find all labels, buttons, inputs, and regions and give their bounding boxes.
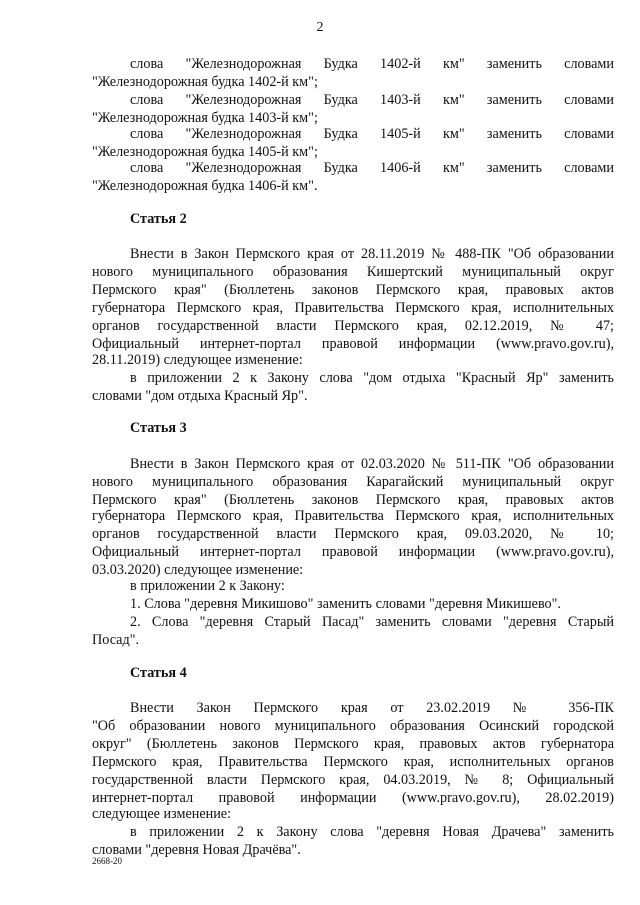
text-line: 28.11.2019) следующее изменение: — [92, 352, 303, 368]
text-line: "Железнодорожная будка 1405-й км"; — [92, 144, 318, 160]
article-heading: Статья 3 — [130, 420, 187, 436]
text-line: Внести Закон Пермского края от 23.02.2019 № 356-ПК — [130, 700, 614, 716]
text-line: нового муниципального образования Кишертский муниципальный округ — [92, 264, 614, 280]
text-line: Внести в Закон Пермского края от 28.11.2019 № 488-ПК "Об образовании — [130, 246, 614, 262]
text-line: следующее изменение: — [92, 806, 232, 822]
text-line: 2. Слова "деревня Старый Пасад" заменить словами "деревня Старый — [130, 614, 614, 630]
text-line: в приложении 2 к Закону слова "деревня Новая Драчева" заменить — [130, 824, 614, 840]
text-line: "Железнодорожная будка 1402-й км"; — [92, 74, 318, 90]
text-line: интернет-портал правовой информации (www.pravo.gov.ru), 28.02.2019) — [92, 790, 614, 806]
text-line: "Железнодорожная будка 1406-й км". — [92, 178, 318, 194]
article-heading: Статья 2 — [130, 211, 187, 227]
text-line: 1. Слова "деревня Микишово" заменить словами "деревня Микишево". — [130, 596, 561, 612]
text-line: округ" (Бюллетень законов Пермского края, правовых актов губернатора — [92, 736, 614, 752]
text-line: Внести в Закон Пермского края от 02.03.2020 № 511-ПК "Об образовании — [130, 456, 614, 472]
text-line: "Об образовании нового муниципального образования Осинский городской — [92, 718, 614, 734]
text-line: Официальный интернет-портал правовой информации (www.pravo.gov.ru), — [92, 336, 614, 352]
text-line: словами "деревня Новая Драчёва". — [92, 842, 301, 858]
page-number: 2 — [316, 20, 324, 35]
text-line: нового муниципального образования Карагайский муниципальный округ — [92, 474, 614, 490]
text-line: Посад". — [92, 632, 140, 648]
text-line: Официальный интернет-портал правовой информации (www.pravo.gov.ru), — [92, 544, 614, 560]
text-line: слова "Железнодорожная Будка 1403-й км" заменить словами — [130, 92, 614, 108]
text-line: слова "Железнодорожная Будка 1402-й км" заменить словами — [130, 56, 614, 72]
text-line: Пермского края, Правительства Пермского края, исполнительных органов — [92, 754, 614, 770]
text-line: в приложении 2 к Закону: — [130, 578, 285, 594]
text-line: слова "Железнодорожная Будка 1406-й км" заменить словами — [130, 160, 614, 176]
text-line: слова "Железнодорожная Будка 1405-й км" заменить словами — [130, 126, 614, 142]
article-heading: Статья 4 — [130, 665, 187, 681]
text-line: губернатора Пермского края, Правительства Пермского края, исполнительных — [92, 508, 614, 524]
text-line: губернатора Пермского края, Правительства Пермского края, исполнительных — [92, 300, 614, 316]
text-line: 03.03.2020) следующее изменение: — [92, 562, 304, 578]
text-line: органов государственной власти Пермского края, 02.12.2019, № 47; — [92, 318, 614, 334]
text-line: государственной власти Пермского края, 04.03.2019, № 8; Официальный — [92, 772, 614, 788]
text-line: "Железнодорожная будка 1403-й км"; — [92, 110, 318, 126]
text-line: словами "дом отдыха Красный Яр". — [92, 388, 308, 404]
text-line: органов государственной власти Пермского края, 09.03.2020, № 10; — [92, 526, 614, 542]
text-line: Пермского края" (Бюллетень законов Пермского края, правовых актов — [92, 492, 614, 508]
document-code: 2668-20 — [92, 856, 122, 866]
text-line: Пермского края" (Бюллетень законов Пермского края, правовых актов — [92, 282, 614, 298]
text-line: в приложении 2 к Закону слова "дом отдыха "Красный Яр" заменить — [130, 370, 614, 386]
